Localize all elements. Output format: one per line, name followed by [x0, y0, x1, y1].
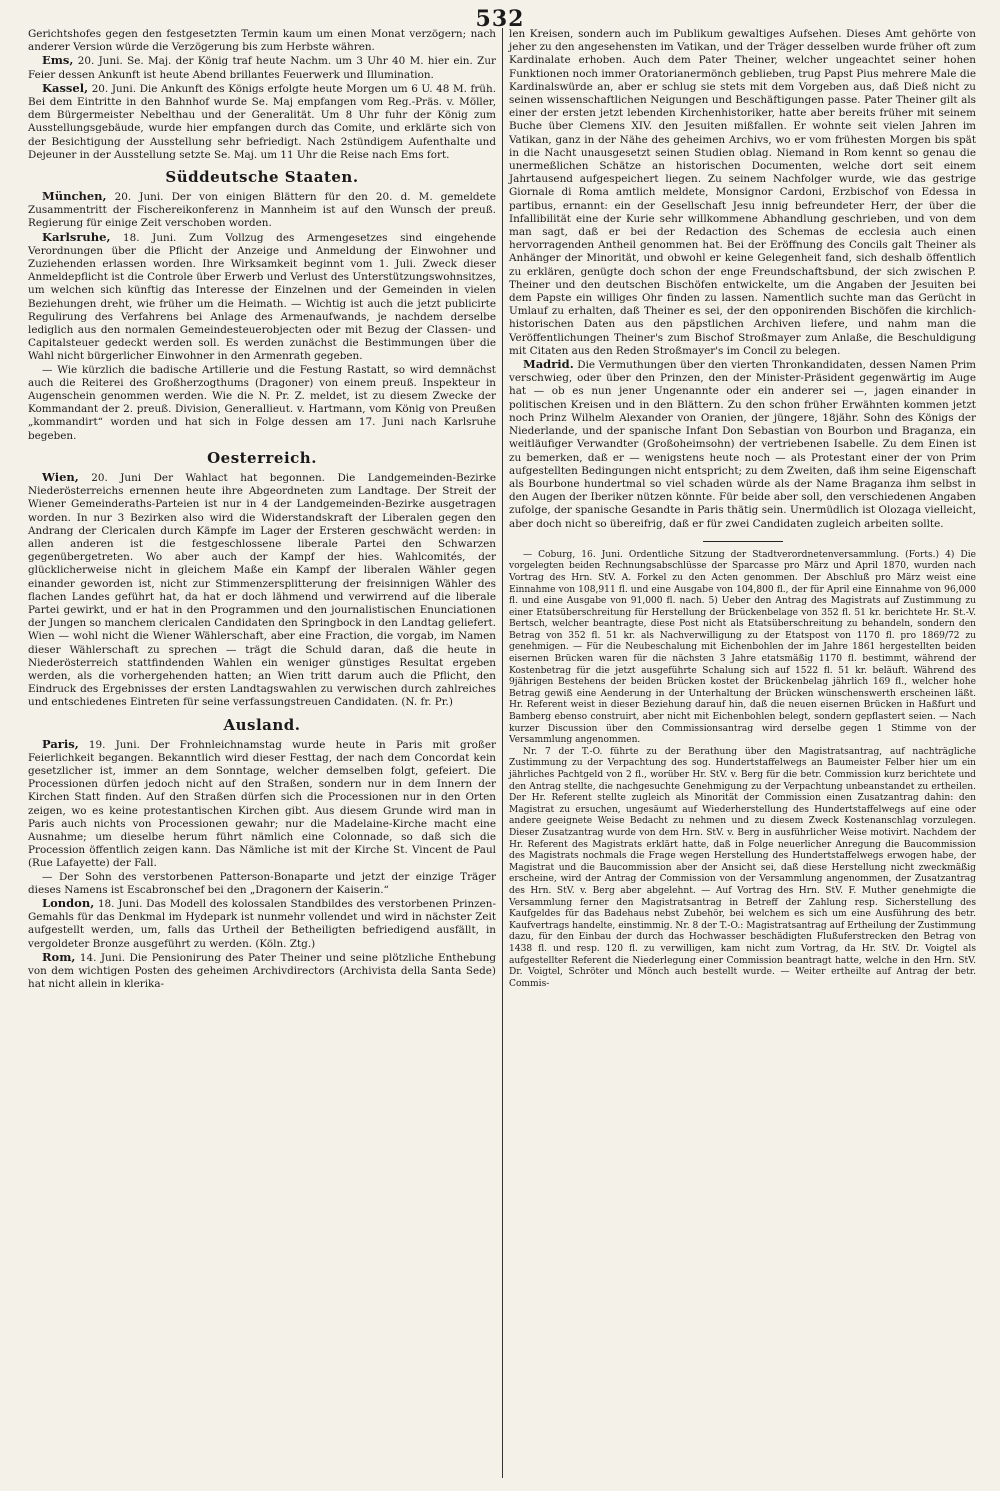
article-rom — [28, 951, 496, 992]
article-muenchen — [28, 190, 496, 231]
article-coburg: — Coburg, 16. Juni. Ordentliche Sitzung der Stadtverordnetenversammlung. (Forts.) 4) Die vorgelegten beiden Rechnungsabschlüsse der Sparcasse pro März und April 1870, wurden nach Vortrag des Hrn. StV. A. Forkel zu den Acten genommen. Der Abschluß pro März weist eine Einnahme von 108,911 fl. und eine Ausgabe von 104,800 fl., der für April eine Einnahme von 96,000 fl. und eine Ausgabe von 91,000 fl. nach. 5) Ueber den Antrag des Magistrats auf Zustimmung zu einer Etatsüberschreitung für Herstellung der Brückenbelage von 352 fl. 51 kr. berichtete Hr. St.-V. Bertsch, welcher beantragte, diese Post nicht als Etatsüberschreitung zu behandeln, sondern den Betrag von 352 fl. 51 kr. als Nachverwilligung zu der Etatspost von 1170 fl. pro 1869/72 zu genehmigen. — Für die Neubeschalung mit Eichenbohlen der im Jahre 1861 hergestellten beiden eisernen Brücken waren für die nächsten 3 Jahre etatsmäßig 1170 fl. bestimmt, während der Kostenbetrag für die jetzt ausgeführte Schalung sich auf 1522 fl. 51 kr. beläuft. Während des 9jährigen Bestehens der beiden Brücken kostet der Brückenbelag jährlich 169 fl., welcher hohe Betrag gewiß eine Aenderung in der Unterhaltung der Brücken wünschenswerth erscheinen läßt. Hr. Referent weist in dieser Beziehung darauf hin, daß die neuen eisernen Brücken in Haßfurt und Bamberg ebenso construirt, aber nicht mit Eichenbohlen belegt, sondern gepflastert seien. — Nach kurzer Discussion über den Commissionsantrag wird derselbe gegen 1 Stimme von der Versammlung angenommen. — [509, 549, 976, 746]
columns — [22, 28, 982, 1478]
page-number: 532 — [475, 6, 525, 32]
article-karlsruhe — [28, 231, 496, 364]
dateline-paris: Paris, — [42, 736, 79, 751]
article-madrid — [509, 358, 976, 531]
article-karlsruhe-2: — Wie kürzlich die badische Artillerie und die Festung Rastatt, so wird demnächst auch die Reiterei des Großherzogthums (Dragoner) von einem preuß. Inspekteur in Augenschein genommen werden. Wie die N. Pr. Z. meldet, ist zu diesem Zwecke der Kommandant der 2. preuß. Division, Generallieut. v. Hartmann, vom König von Preußen „kommandirt“ worden und hat sich in Folge dessen am 17. Juni nach Karlsruhe begeben. — [28, 363, 496, 442]
section-heading-oesterreich: Oesterreich. — [207, 448, 317, 467]
dateline-kassel: Kassel, — [42, 80, 89, 95]
dateline-ems: Ems, — [42, 53, 74, 68]
article-kassel — [28, 82, 496, 162]
article-muenchen-text: 20. Juni. Der von einigen Blättern für den 20. d. M. gemeldete Zusammentritt der Fischereikonferenz in Mannheim ist auf den Wunsch der preuß. Regierung für einige Zeit verschoben worden. — [28, 191, 496, 230]
dateline-london: London, — [42, 895, 95, 910]
section-heading-sueddeutsche: Süddeutsche Staaten. — [165, 168, 359, 187]
article-ems-text: 20. Juni. Se. Maj. der König traf heute Nachm. um 3 Uhr 40 M. hier ein. Zur Feier dessen Ankunft ist heute Abend brillantes Feuerwerk und Illumination. — [28, 55, 496, 81]
article-paris — [28, 738, 496, 871]
dateline-rom: Rom, — [42, 949, 76, 964]
article-rom-text: 14. Juni. Die Pensionirung des Pater Theiner und seine plötzliche Enthebung von dem wichtigen Posten des geheimen Archivdirectors (Archivista della Santa Sede) hat nicht allein in klerika- — [28, 951, 496, 991]
left-column — [22, 28, 502, 1478]
article-wien-text: 20. Juni Der Wahlact hat begonnen. Die Landgemeinden-Bezirke Niederösterreichs ernennen heute ihre Abgeordneten zum Landtage. Der Streit der Wiener Gemeinderaths-Parteien ist nur in 4 der Landgemeinden-Bezirke ausgetragen worden. In nur 3 Bezirken also wird die Widerstandskraft der Liberalen gegen den Andrang der Clericalen durch Kämpfe im Lager der Ersteren geschwächt werden: in allen anderen ist die festgeschlossene liberale Partei den Schwarzen gegenübergetreten. Wo aber auch der Kampf der hies. Wahlcomités, der glücklicherweise nicht in gleichem Maße ein Kampf der liberalen Wähler gegen einander geworden ist, nicht zur Stimmenzersplitterung der freisinnigen Wähler des flachen Landes geführt hat, da hat er doch lähmend und verwirrend auf die liberale Partei gewirkt, und er hat in den Programmen und den journalistischen Enunciationen der Jungen so manchem clericalen Candidaten den Springbock in den Landtag geliefert. Wien — wohl nicht die Wiener Wählerschaft, aber eine Fraction, die vorgab, im Namen dieser Wählerschaft zu sprechen — trägt die Schuld daran, daß die heute in Niederösterreich stattfindenden Wahlen ein weniger günstiges Resultat ergeben werden, als die vorhergehenden hatten; an Wien tritt darum auch die Pflicht, den Eindruck des Ergebnisses der ersten Landtagswahlen zu verwischen durch zahlreiches und entschiedenes Eintreten für seine verfassungstreuen Candidaten. (N. fr. Pr.) — [28, 471, 496, 709]
article-madrid-text: Die Vermuthungen über den vierten Thronkandidaten, dessen Namen Prim verschwieg, oder über den Prinzen, den der Minister-Präsident gegenwärtig im Auge hat — ob es nun jener Ungenannte oder ein anderer sei —, jagen einander in politischen Kreisen und in den Blättern. Zu den schon früher Erwähnten kommen jetzt noch Prinz Wilhelm Alexander von Oranien, der jüngere, 18jähr. Sohn des Königs der Niederlande, und der spanische Infant Don Sebastian von Bourbon und Braganza, ein weitläufiger Verwandter (Großoheimsohn) der vertriebenen Isabelle. Zu dem Einen ist zu bemerken, daß er — wenigstens heute noch — als Protestant einer der von Prim aufgestellten Bedingungen nicht entspricht; zu dem Zweiten, daß ihm seine Eigenschaft als Bourbone hundertmal so viel schaden würde als der Name Braganza ihm selbst in den Augen der Iberiker nützen könnte. Für beide aber soll, den verschiedenen Angaben zufolge, der spanische Gesandte in Paris thätig sein. Unermüdlich ist Olozaga vielleicht, aber doch nicht so übereifrig, daß er für zwei Candidaten zugleich arbeiten sollte. — [509, 359, 976, 530]
article-ems — [28, 54, 496, 81]
article-kassel-text: 20. Juni. Die Ankunft des Königs erfolgte heute Morgen um 6 U. 48 M. früh. Bei dem Eintritte in den Bahnhof wurde Se. Maj empfangen vom Reg.-Präs. v. Möller, dem Bürgermeister Nebelthau und der Generalität. Um 8 Uhr fuhr der König zum Ausstellungsgebäude, wurde hier empfangen durch das Comite, und erklärte sich von der Besichtigung der Ausstellung sehr befriedigt. Nach 2stündigem Aufenthalte und Dejeuner in der Ausstellung setzte Se. Maj. um 11 Uhr die Reise nach Ems fort. — [28, 82, 496, 161]
article-coburg-2: Nr. 7 der T.-O. führte zu der Berathung über den Magistratsantrag, auf nachträgliche Zustimmung zu der Verpachtung des sog. Hundertstaffelwegs an Baumeister Felber hier um ein jährliches Pachtgeld von 2 fl., worüber Hr. StV. v. Berg für die betr. Commission kurz berichtete und den Antrag stellte, die nachgesuchte Genehmigung zu der Verpachtung unbeanstandet zu ertheilen. Der Hr. Referent stellte zugleich als Minorität der Commission einen Zusatzantrag dahin: den Magistrat zu ersuchen, ungesäumt auf Wiederherstellung des Hundertstaffelwegs auf eine oder andere geeignete Weise Bedacht zu nehmen und zu diesem Zweck Kostenanschlag vorzulegen. Dieser Zusatzantrag wurde von dem Hrn. StV. v. Berg in ausführlicher Weise motivirt. Nachdem der Hr. Referent des Magistrats erklärt hatte, daß in Folge neuerlicher Anregung die Baucommission des Magistrats nochmals die Frage wegen Herstellung des Hundertstaffelwegs erwogen habe, der Magistrat und die Baucommission aber der Ansicht sei, daß diese Herstellung nicht zweckmäßig erscheine, wird der Antrag der Commission von der Versammlung angenommen, der Zusatzantrag des Hrn. StV. v. Berg aber abgelehnt. — Auf Vortrag des Hrn. StV. F. Muther genehmigte die Versammlung ferner den Magistratsantrag in Betreff der Zahlung resp. Sicherstellung des Kaufgeldes für das Badehaus nebst Zubehör, bei welchem es sich um eine Ausführung des betr. Kaufvertrags handelte, einstimmig. Nr. 8 der T.-O.: Magistratsantrag auf Ertheilung der Zustimmung dazu, für den Einbau der durch das Hochwasser beschädigten Flußuferstrecken den Betrag von 1438 fl. und resp. 120 fl. zu verwilligen, kam nicht zum Vortrag, da Hr. StV. Dr. Voigtel als aufgestellter Referent die Niederlegung einer Commission beantragt hatte, welche in den Hrn. StV. Dr. Voigtel, Schröter und Mönch auch bestellt wurde. — Weiter ertheilte auf Antrag der betr. Commis- — [509, 746, 976, 989]
article-london-text: 18. Juni. Das Modell des kolossalen Standbildes des verstorbenen Prinzen-Gemahls für das Denkmal im Hydepark ist nunmehr vollendet und wird in nächster Zeit aufgestellt werden, um, falls das Urtheil der Betheiligten befriedigend ausfällt, in vergoldeter Bronze ausgeführt zu werden. (Köln. Ztg.) — [28, 897, 496, 950]
article-wien — [28, 471, 496, 710]
article-rom-continued: len Kreisen, sondern auch im Publikum gewaltiges Aufsehen. Dieses Amt gehörte von jeher zu den angesehensten im Vatikan, und der Träger desselben wurde früher oft zum Kardinalate erhoben. Auch dem Pater Theiner, welcher ungeachtet seiner hohen Funktionen noch immer Oratorianermönch geblieben, trug Papst Pius mehrere Male die Kardinalswürde an, aber er schlug sie stets mit dem Vorgeben aus, daß Dieß nicht zu seinen wissenschaftlichen Neigungen und Beschäftigungen passe. Pater Theiner gilt als einer der ersten jetzt lebenden Kirchenhistoriker, hatte aber bereits früher mit seinem Buche über Clemens XIV. den Jesuiten mißfallen. Er wohnte seit vielen Jahren im Vatikan, ganz in der Nähe des geheimen Archivs, wo er vom frühesten Morgen bis spät in die Nacht unausgesetzt seinen Studien oblag. Niemand in Rom kennt so genau die unermeßlichen Schätze an historischen Documenten, welche dort seit einem Jahrtausend aufgespeichert liegen. Zu seinem Nachfolger wurde, wie das gestrige Giornale di Roma amtlich meldete, Monsignor Cardoni, Erzbischof von Edessa in partibus, ernannt: ein der Gesellschaft Jesu innig befreundeter Herr, der über die Infallibilität eine der Kurie sehr willkommene Abhandlung geschrieben, und von dem man sagt, daß er bei der Redaction des Schemas de ecclesia auch einen hervorragenden Antheil genommen hat. Bei der Eröffnung des Concils galt Theiner als Anhänger der Minorität, und obwohl er keine Gelegenheit fand, sich deshalb öffentlich zu erklären, genügte doch schon der enge Freundschaftsbund, der sich zwischen P. Theiner und den deutschen Bischöfen entwickelte, um die Angaben der Jesuiten bei dem Papste ein williges Ohr finden zu lassen. Namentlich suchte man das Gerücht in Umlauf zu erhalten, daß Theiner es sei, der den opponirenden Bischöfen die kirchlich-historischen Daten aus den päpstlichen Archiven liefere, und nahm man die Veröffentlichungen Theiner's zum Bischof Stroßmayer zum Anlaße, die Beschuldigung mit Citaten aus den Reden Stroßmayer's im Concil zu belegen. — [509, 28, 976, 357]
article-intro: Gerichtshofes gegen den festgesetzten Termin kaum um einen Monat verzögern; nach anderer Version würde die Verzögerung bis zum Herbste währen. — [28, 28, 496, 54]
right-column — [502, 28, 982, 1478]
article-paris-text: 19. Juni. Der Frohnleichnamstag wurde heute in Paris mit großer Feierlichkeit begangen. Bekanntlich wird dieser Festtag, der nach dem Concordat kein gesetzlicher ist, immer an dem Sonntage, welcher demselben folgt, gefeiert. Die Processionen dürfen jedoch nicht auf den Straßen, sondern nur in dem Innern der Kirchen Statt finden. Auf den Straßen dürfen sich die Processionen nur in den Orten zeigen, wo es keine protestantischen Kirchen gibt. Aus diesem Grunde wird man in Paris auch nichts von Processionen gewahr; nur die Madelaine-Kirche macht eine Ausnahme; um dieselbe herum führt nämlich eine Colonnade, so daß sich die Procession öffentlich zeigen kann. Das Nämliche ist mit der Kirche St. Vincent de Paul (Rue Lafayette) der Fall. — [28, 738, 496, 870]
dateline-madrid: Madrid. — [523, 357, 574, 372]
section-divider — [703, 541, 783, 542]
dateline-muenchen: München, — [42, 189, 107, 204]
dateline-wien: Wien, — [42, 469, 79, 484]
article-karlsruhe-text: 18. Juni. Zum Vollzug des Armengesetzes sind eingehende Verordnungen über die Pflicht der Anzeige und Anmeldung der Einwohner und Zuziehenden erlassen worden. Ihre Wirksamkeit beginnt vom 1. Juli. Zweck dieser Anmeldepflicht ist die Controle über Erwerb und Verlust des Unterstützungswohnsitzes, um welchen sich künftig das Interesse der Einzelnen und der Gemeinden in vielen Beziehungen dreht, wie früher um die Heimath. — Wichtig ist auch die jetzt publicirte Regulirung des Verfahrens bei Anlage des Armenaufwands, je nachdem derselbe lediglich aus den normalen Gemeindesteuerobjecten oder mit Bezug der Classen- und Capitalsteuer gedeckt werden soll. Es werden zunächst die Bestimmungen über die Wahl nicht bürgerlicher Einwohner in den Armenrath gegeben. — [28, 231, 496, 363]
article-london — [28, 897, 496, 951]
article-paris-2: — Der Sohn des verstorbenen Patterson-Bonaparte und jetzt der einzige Träger dieses Namens ist Escabronschef bei den „Dragonern der Kaiserin.“ — [28, 870, 496, 896]
section-heading-ausland: Ausland. — [223, 715, 301, 734]
coburg-report — [509, 550, 976, 991]
dateline-karlsruhe: Karlsruhe, — [42, 229, 111, 244]
